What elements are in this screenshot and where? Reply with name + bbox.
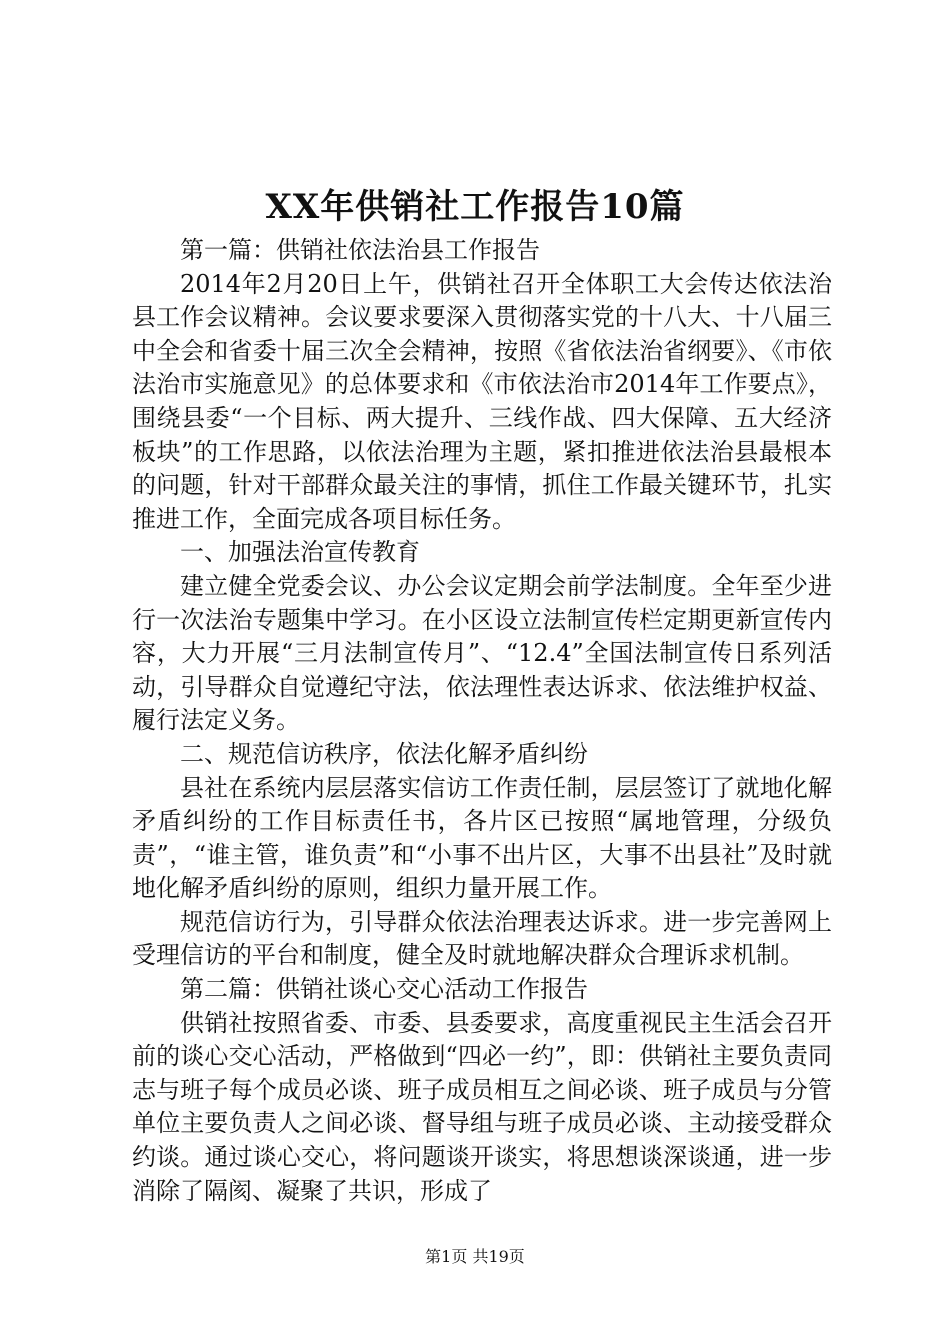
paragraph: 2014年2月20日上午，供销社召开全体职工大会传达依法治县工作会议精神。会议要求要深入贯彻落实党的十八大、十八届三中全会和省委十届三次全会精神，按照《省依法治省纲要》、《市依法治市实施意见》的总体要求和《市依法治市2014年工作要点》，围绕县委“一个目标、两大提升、三线作战、四大保障、五大经济板块”的工作思路，以依法治理为主题，紧扣推进依法治县最根本的问题，针对干部群众最关注的事情，抓住工作最关键环节，扎实推进工作，全面完成各项目标任务。	[132, 269, 832, 533]
subsection-heading: 一、加强法治宣传教育	[180, 538, 420, 567]
section-heading: 第一篇：供销社依法治县工作报告	[180, 236, 540, 264]
paragraph: 建立健全党委会议、办公会议定期会前学法制度。全年至少进行一次法治专题集中学习。在小区设立法制宣传栏定期更新宣传内容，大力开展“三月法制宣传月”、“12.4”全国法制宣传日系列活动，引导群众自觉遵纪守法，依法理性表达诉求、依法维护权益、履行法定义务。	[132, 571, 832, 735]
section-heading: 第二篇：供销社谈心交心活动工作报告	[180, 975, 588, 1004]
paragraph: 县社在系统内层层落实信访工作责任制，层层签订了就地化解矛盾纠纷的工作目标责任书，各片区已按照“属地管理，分级负责”，“谁主管，谁负责”和“小事不出片区，大事不出县社”及时就地化解矛盾纠纷的原则，组织力量开展工作。	[132, 773, 832, 903]
paragraph: 规范信访行为，引导群众依法治理表达诉求。进一步完善网上受理信访的平台和制度，健全及时就地解决群众合理诉求机制。	[132, 907, 832, 970]
paragraph: 供销社按照省委、市委、县委要求，高度重视民主生活会召开前的谈心交心活动，严格做到“四必一约”，即：供销社主要负责同志与班子每个成员必谈、班子成员相互之间必谈、班子成员与分管单位主要负责人之间必谈、督导组与班子成员必谈、主动接受群众约谈。通过谈心交心，将问题谈开谈实，将思想谈深谈通，进一步消除了隔阂、凝聚了共识，形成了	[132, 1008, 832, 1205]
document-title: XX年供销社工作报告10篇	[265, 187, 685, 227]
subsection-heading: 二、规范信访秩序，依法化解矛盾纠纷	[180, 739, 588, 768]
page-footer: 第1页 共19页	[425, 1247, 525, 1266]
document-body	[132, 234, 832, 1208]
